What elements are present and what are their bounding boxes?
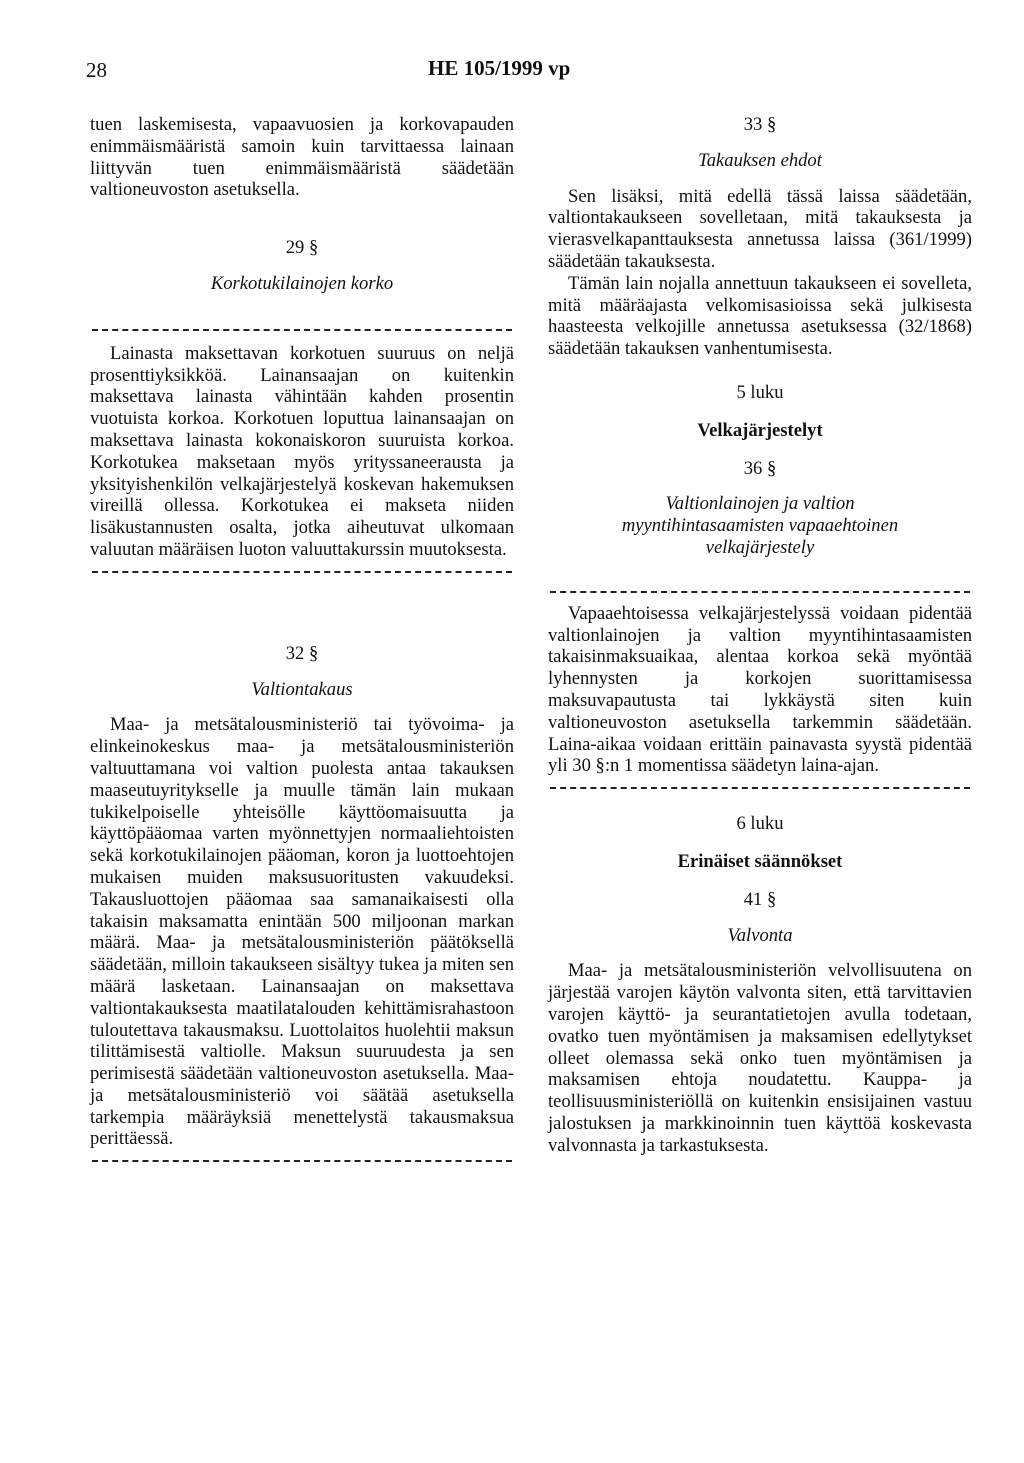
- chapter-6-title: Erinäiset säännökset: [677, 850, 843, 872]
- section-36-title: Valtionlainojen ja valtion myyntihintasaamisten vapaaehtoinen velkajärjestely: [621, 493, 899, 558]
- section-41-title: Valvonta: [727, 924, 793, 946]
- left-column: [90, 114, 514, 1162]
- section-29-title: Korkotukilainojen korko: [210, 272, 394, 294]
- section-29-number: 29 §: [285, 237, 319, 259]
- section-33-number: 33 §: [743, 114, 777, 135]
- section-36-text: Vapaaehtoisessa velkajärjestelyssä voidaan pidentää valtionlainojen ja valtion myyntihintasaamisten takaisinmaksuaikaa, alentaa korkoa sekä myöntää lyhennysten ja korkojen suorittamisessa maksuvapautusta tai lykkäystä siten kuin valtioneuvoston asetuksella tarkemmin säädetään. Laina-aikaa voidaan erittäin painavasta syystä pidentää yli 30 §:n 1 momentissa säädetyn laina-ajan.: [548, 602, 972, 777]
- section-32-number: 32 §: [285, 642, 319, 664]
- intro-paragraph: tuen laskemisesta, vapaavuosien ja korkovapauden enimmäismääristä samoin kuin tarvittaessa lainaan liittyvän tuen enimmäismääristä säädetään valtioneuvoston asetuksella.: [90, 114, 514, 201]
- section-41-number: 41 §: [743, 888, 777, 910]
- section-36-number: 36 §: [743, 457, 777, 479]
- section-32-title: Valtiontakaus: [251, 678, 353, 700]
- chapter-5-title: Velkajärjestelyt: [697, 419, 823, 441]
- section-divider: [92, 1160, 512, 1162]
- section-33-title: Takauksen ehdot: [698, 149, 822, 171]
- section-33-paragraph-2: Tämän lain nojalla annettuun takaukseen ei sovelleta, mitä määräajasta velkomisasioissa sekä julkisesta haasteesta velkojille annetussa asetuksessa (32/1868) säädetään takauksen vanhentumisesta.: [548, 272, 972, 360]
- section-41-text: Maa- ja metsätalousministeriön velvollisuutena on järjestää varojen käytön valvonta siten, että tarvittavien varojen käyttö- ja seurantatietojen avulla todetaan, ovatko tuen myöntämisen ja maksamisen edellytykset olleet olemassa sekä onko tuen myöntämisen ja maksamisen ehtoja noudatettu. Kauppa- ja teollisuusministeriöllä on kuitenkin ensisijainen vastuu jalostuksen ja markkinoinnin tuen käyttöä koskevasta valvonnasta ja tarkastuksesta.: [548, 960, 972, 1156]
- document-title: HE 105/1999 vp: [428, 56, 571, 80]
- chapter-6-label: 6 luku: [736, 813, 784, 835]
- section-29-text: Lainasta maksettavan korkotuen suuruus on neljä prosenttiyksikköä. Lainansaajan on kuitenkin maksettava lainasta vähintään kahden prosentin vuotuista korkoa. Korkotuen loputtua lainansaajan on maksettava lainasta kokonaiskoron suuruista korkoa. Korkotukea maksetaan myös yrityssaneerausta ja yksityishenkilön velkajärjestelyä koskevan hakemuksen vireillä ollessa. Korkotukea ei makseta niiden lisäkustannusten osalta, jotka aiheutuvat ulkomaan valuutan määräisen luoton valuuttakurssin muutoksesta.: [90, 342, 514, 560]
- chapter-5-label: 5 luku: [736, 381, 784, 403]
- section-32-text: Maa- ja metsätalousministeriö tai työvoima- ja elinkeinokeskus maa- ja metsätalousministeriön valtuuttamana voi valtion puolesta antaa takauksen maaseutuyritykselle ja muulle tämän lain mukaan tukikelpoiselle yhteisölle käyttöomaisuutta ja käyttöpääomaa varten myönnettyjen normaaliehtoisten sekä korkotukilainojen pääoman, koron ja luottoehtojen mukaisen muiden maksusuoritusten vakuudeksi. Takausluottojen pääomaa saa samanaikaisesti olla takaisin maksamatta enintään 500 miljoonan markan määrä. Maa- ja metsätalousministeriön päätöksellä säädetään, milloin takaukseen sisältyy tukea ja miten sen määrä lasketaan. Lainansaajan on maksettava valtiontakauksesta maatilatalouden kehittämisrahastoon tuloutettava takausmaksu. Luottolaitos huolehtii maksun tilittämisestä valtiolle. Maksun suuruudesta ja sen perimisestä säädetään valtioneuvoston asetuksella. Maa- ja metsätalousministeriö voi säätää asetuksella tarkempia määräyksiä menettelystä takausmaksua perittäessä.: [90, 714, 514, 1150]
- page-number: 28: [86, 58, 107, 82]
- right-column: [548, 114, 972, 1156]
- section-33-paragraph-1: Sen lisäksi, mitä edellä tässä laissa säädetään, valtiontakaukseen sovelletaan, mitä takauksesta ja vierasvelkapanttauksesta annetussa laissa (361/1999) säädetään takauksesta.: [548, 185, 972, 272]
